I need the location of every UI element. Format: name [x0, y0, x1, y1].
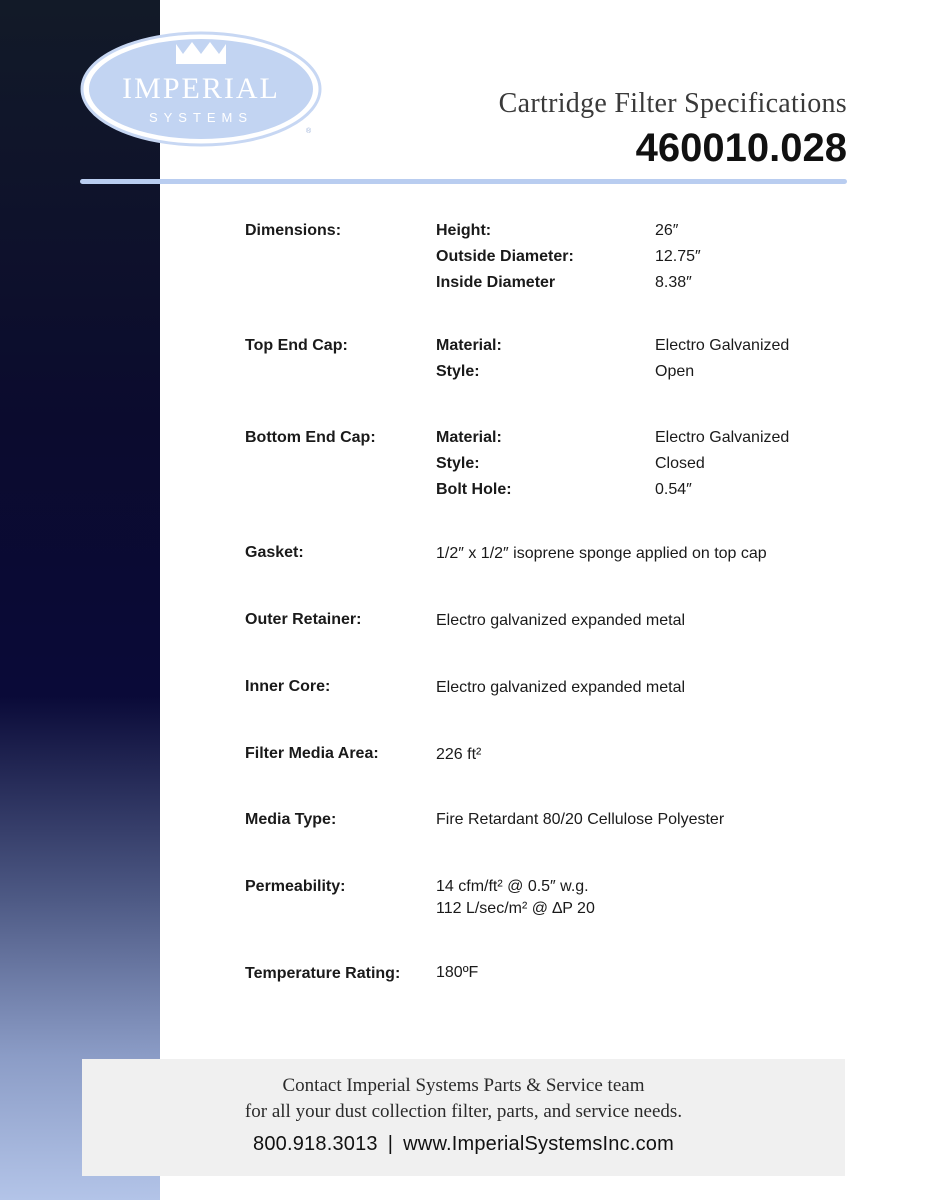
spec-value: Electro Galvanized	[655, 429, 790, 446]
spec-label: Bottom End Cap:	[245, 429, 376, 446]
spec-value-line-1: 14 cfm/ft² @ 0.5″ w.g.	[436, 878, 589, 895]
part-number: 460010.028	[635, 126, 847, 170]
spec-value: Open	[655, 363, 695, 380]
spec-value: Fire Retardant 80/20 Cellulose Polyester	[436, 811, 725, 828]
spec-sub-label: Inside Diameter	[436, 274, 556, 291]
spec-sub-label: Material:	[436, 429, 502, 446]
spec-value: 226 ft²	[436, 746, 482, 763]
registered-mark: ®	[306, 128, 312, 135]
spec-label: Top End Cap:	[245, 337, 348, 354]
spec-value: 1/2″ x 1/2″ isoprene sponge applied on top cap	[436, 545, 767, 562]
spec-sub-label: Height:	[436, 222, 492, 239]
spec-sub-label: Material:	[436, 337, 502, 354]
footer-contact	[82, 1133, 845, 1156]
spec-label: Media Type:	[245, 811, 337, 828]
footer-separator: |	[387, 1133, 394, 1155]
footer-line-2: for all your dust collection filter, parts, and service needs.	[244, 1101, 683, 1122]
spec-value: 0.54″	[655, 481, 692, 498]
spec-label: Gasket:	[245, 544, 304, 561]
spec-value: 12.75″	[655, 248, 701, 265]
spec-label: Outer Retainer:	[245, 611, 362, 628]
contact-footer	[82, 1059, 845, 1176]
logo-sub-text: SYSTEMS	[148, 110, 254, 125]
spec-sub-label: Bolt Hole:	[436, 481, 512, 498]
spec-label: Temperature Rating:	[245, 965, 401, 982]
spec-sub-label: Outside Diameter:	[436, 248, 574, 265]
spec-value: Electro galvanized expanded metal	[436, 612, 686, 629]
website-link[interactable]: www.ImperialSystemsInc.com	[403, 1133, 674, 1155]
logo-main-text: IMPERIAL	[122, 72, 280, 105]
spec-sub-label: Style:	[436, 455, 480, 472]
spec-value: 26″	[655, 222, 679, 239]
header-divider	[80, 179, 847, 184]
page-title: Cartridge Filter Specifications	[498, 88, 847, 119]
imperial-systems-logo	[80, 30, 324, 148]
spec-value-line-2: 112 L/sec/m² @ ∆P 20	[436, 900, 595, 917]
spec-label: Inner Core:	[245, 678, 331, 695]
spec-value: 180ºF	[436, 964, 479, 981]
spec-value: Electro galvanized expanded metal	[436, 679, 686, 696]
spec-value: Electro Galvanized	[655, 337, 790, 354]
spec-label: Dimensions:	[245, 222, 342, 239]
spec-sub-label: Style:	[436, 363, 480, 380]
spec-value: Closed	[655, 455, 705, 472]
spec-value: 8.38″	[655, 274, 692, 291]
phone-number[interactable]: 800.918.3013	[253, 1133, 378, 1155]
footer-line-1: Contact Imperial Systems Parts & Service team	[282, 1075, 645, 1096]
spec-label: Filter Media Area:	[245, 745, 379, 762]
spec-label: Permeability:	[245, 878, 346, 895]
